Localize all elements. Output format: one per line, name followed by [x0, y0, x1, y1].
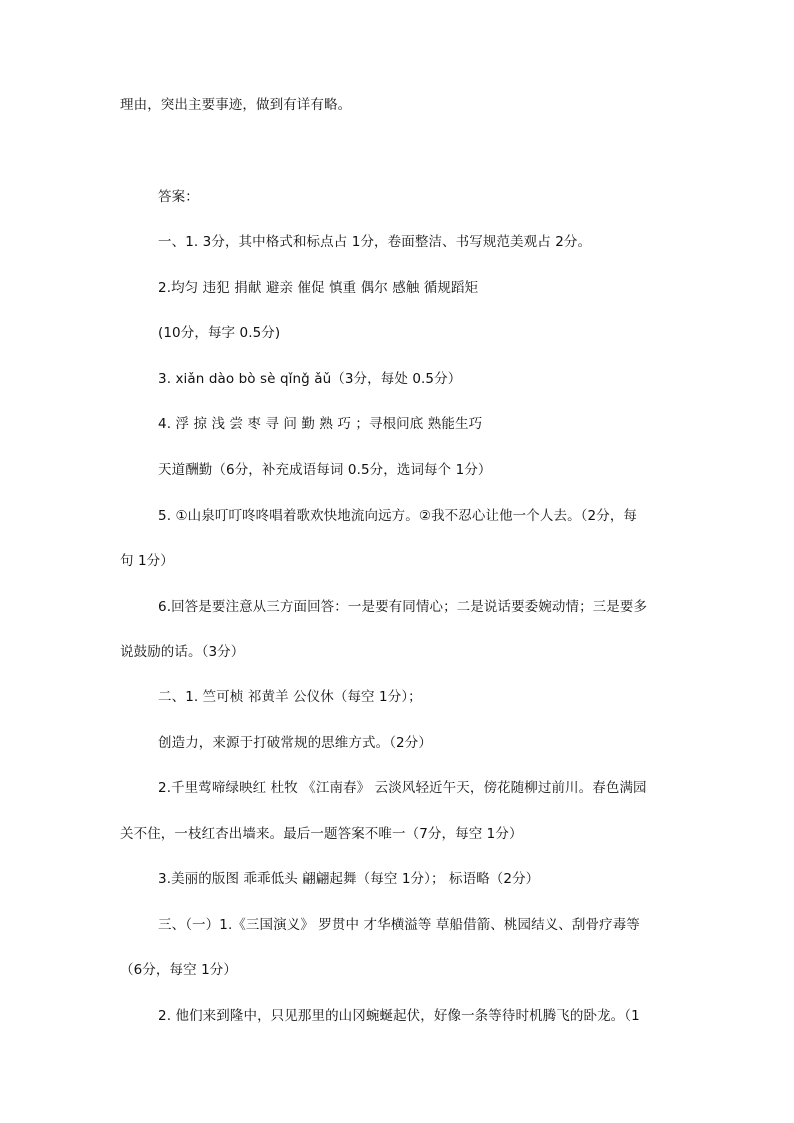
answer-line-5: 5. ①山泉叮叮咚咚唱着歌欢快地流向远方。②我不忍心让他一个人去。（2分，每	[158, 508, 638, 524]
section-two-line-1-cont: 创造力，来源于打破常规的思维方式。（2分）	[158, 735, 432, 751]
answer-line-6-cont: 说鼓励的话。（3分）	[120, 644, 245, 660]
section-two-line-1: 二、1. 竺可桢 祁黄羊 公仪休（每空 1分）；	[158, 689, 422, 705]
answer-line-2-score: (10分，每字 0.5分)	[158, 325, 281, 341]
section-two-line-2-cont: 关不住，一枝红杏出墙来。最后一题答案不唯一（7分，每空 1分）	[120, 826, 523, 842]
section-three-line-1: 三、（一）1.《三国演义》 罗贯中 才华横溢等 草船借箭、桃园结义、刮骨疗毒等	[158, 917, 640, 933]
answer-line-4-cont: 天道酬勤（6分，补充成语每词 0.5分，选词每个 1分）	[158, 462, 492, 478]
section-three-line-1-cont: （6分，每空 1分）	[120, 962, 237, 978]
answer-line-6: 6.回答是要注意从三方面回答：一是要有同情心；二是说话要委婉动情；三是要多	[158, 599, 648, 615]
text-line-1: 理由，突出主要事迹，做到有详有略。	[120, 97, 352, 113]
answer-line-3: 3. xiǎn dào bò sè qǐnǧ ǎǔ（3分，每处 0.5分）	[158, 371, 462, 387]
answer-heading: 答案：	[158, 189, 199, 205]
answer-line-2: 2.均匀 违犯 捐献 避亲 催促 慎重 偶尔 感触 循规蹈矩	[158, 280, 479, 296]
answer-line-5-cont: 句 1分）	[120, 553, 174, 569]
answer-line-4: 4. 浮 掠 浅 尝 枣 寻 问 勤 熟 巧 ；寻根问底 熟能生巧	[158, 416, 483, 432]
section-three-line-2: 2. 他们来到隆中，只见那里的山冈蜿蜒起伏，好像一条等待时机腾飞的卧龙。（1	[158, 1008, 640, 1024]
section-two-line-3: 3.美丽的版图 乖乖低头 翩翩起舞（每空 1分）； 标语略（2分）	[158, 871, 540, 887]
section-two-line-2: 2.千里莺啼绿映红 杜牧 《江南春》 云淡风轻近午天，傍花随柳过前川。春色满园	[158, 780, 647, 796]
answer-line-1: 一、1. 3分，其中格式和标点占 1分，卷面整洁、书写规范美观占 2分。	[158, 234, 592, 250]
